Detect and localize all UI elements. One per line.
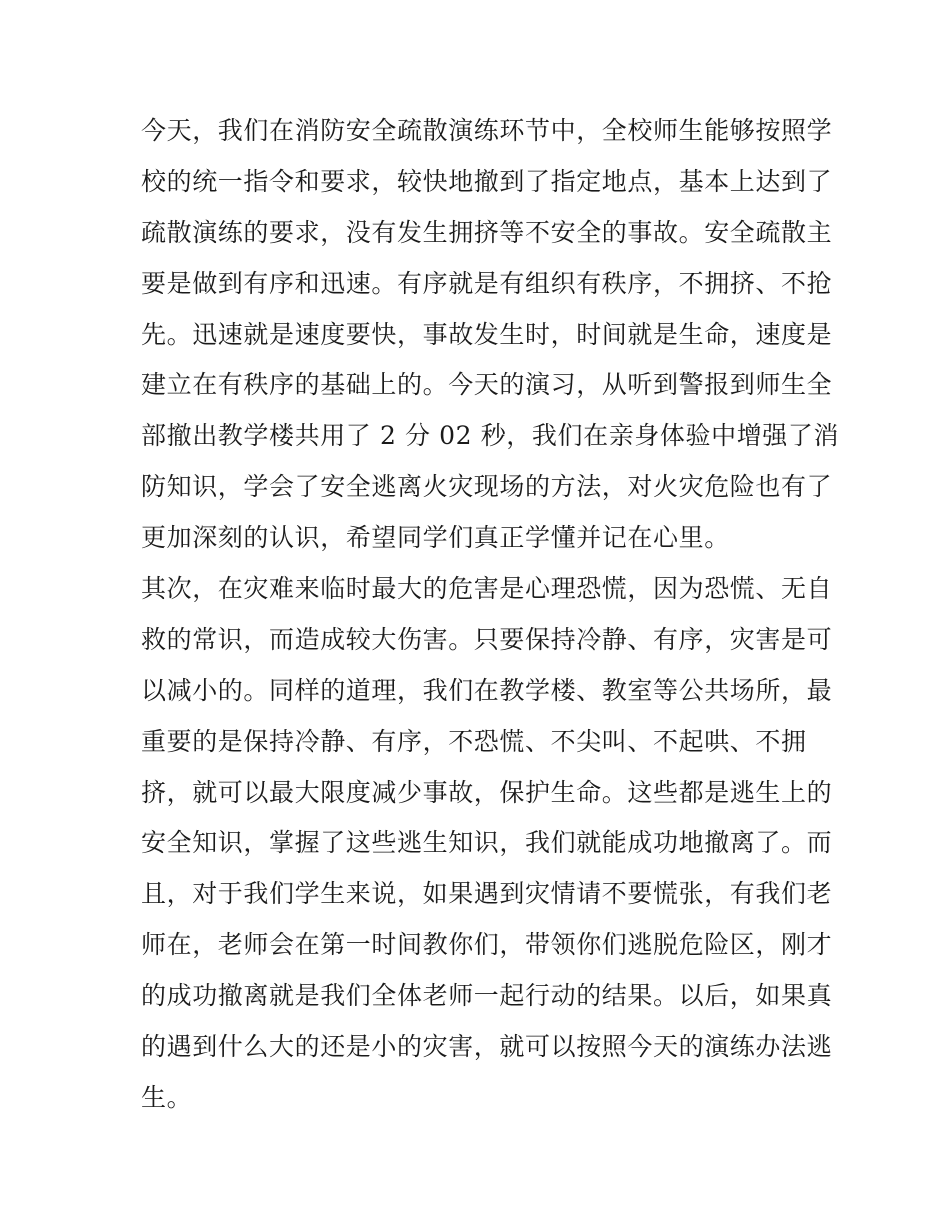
text-line: 疏散演练的要求，没有发生拥挤等不安全的事故。安全疏散主 [141, 217, 833, 247]
text-line: 先。迅速就是速度要快，事故发生时，时间就是生命，速度是 [141, 319, 833, 349]
text-line: 今天，我们在消防安全疏散演练环节中，全校师生能够按照学 [141, 116, 833, 145]
text-line: 救的常识，而造成较大伤害。只要保持冷静、有序，灾害是可 [141, 624, 833, 654]
text-line: 且，对于我们学生来说，如果遇到灾情请不要慌张，有我们老 [141, 879, 833, 909]
text-line: 的成功撤离就是我们全体老师一起行动的结果。以后，如果真 [141, 981, 833, 1011]
text-line: 师在，老师会在第一时间教你们，带领你们逃脱危险区，刚才 [141, 930, 833, 960]
text-line: 生。 [141, 1082, 193, 1112]
text-line: 建立在有秩序的基础上的。今天的演习，从听到警报到师生全 [141, 370, 833, 400]
text-line: 的遇到什么大的还是小的灾害，就可以按照今天的演练办法逃 [141, 1032, 833, 1062]
text-line: 更加深刻的认识，希望同学们真正学懂并记在心里。 [141, 523, 730, 553]
text-line: 要是做到有序和迅速。有序就是有组织有秩序，不拥挤、不抢 [141, 268, 833, 298]
text-line: 防知识，学会了安全逃离火灾现场的方法，对火灾危险也有了 [141, 472, 833, 502]
text-line: 重要的是保持冷静、有序，不恐慌、不尖叫、不起哄、不拥 [141, 726, 807, 756]
paragraph-safety-advice [141, 564, 833, 1124]
text-line: 挤，就可以最大限度减少事故，保护生命。这些都是逃生上的 [141, 777, 833, 807]
text-line: 校的统一指令和要求，较快地撤到了指定地点，基本上达到了 [141, 166, 833, 196]
body-text [141, 106, 840, 1124]
text-line: 其次，在灾难来临时最大的危害是心理恐慌，因为恐慌、无自 [141, 574, 833, 604]
text-line: 安全知识，掌握了这些逃生知识，我们就能成功地撤离了。而 [141, 828, 833, 858]
text-line: 部撤出教学楼共用了 2 分 02 秒，我们在亲身体验中增强了消 [141, 421, 840, 451]
paragraph-drill-summary [141, 106, 840, 564]
text-line: 以减小的。同样的道理，我们在教学楼、教室等公共场所，最 [141, 675, 833, 705]
